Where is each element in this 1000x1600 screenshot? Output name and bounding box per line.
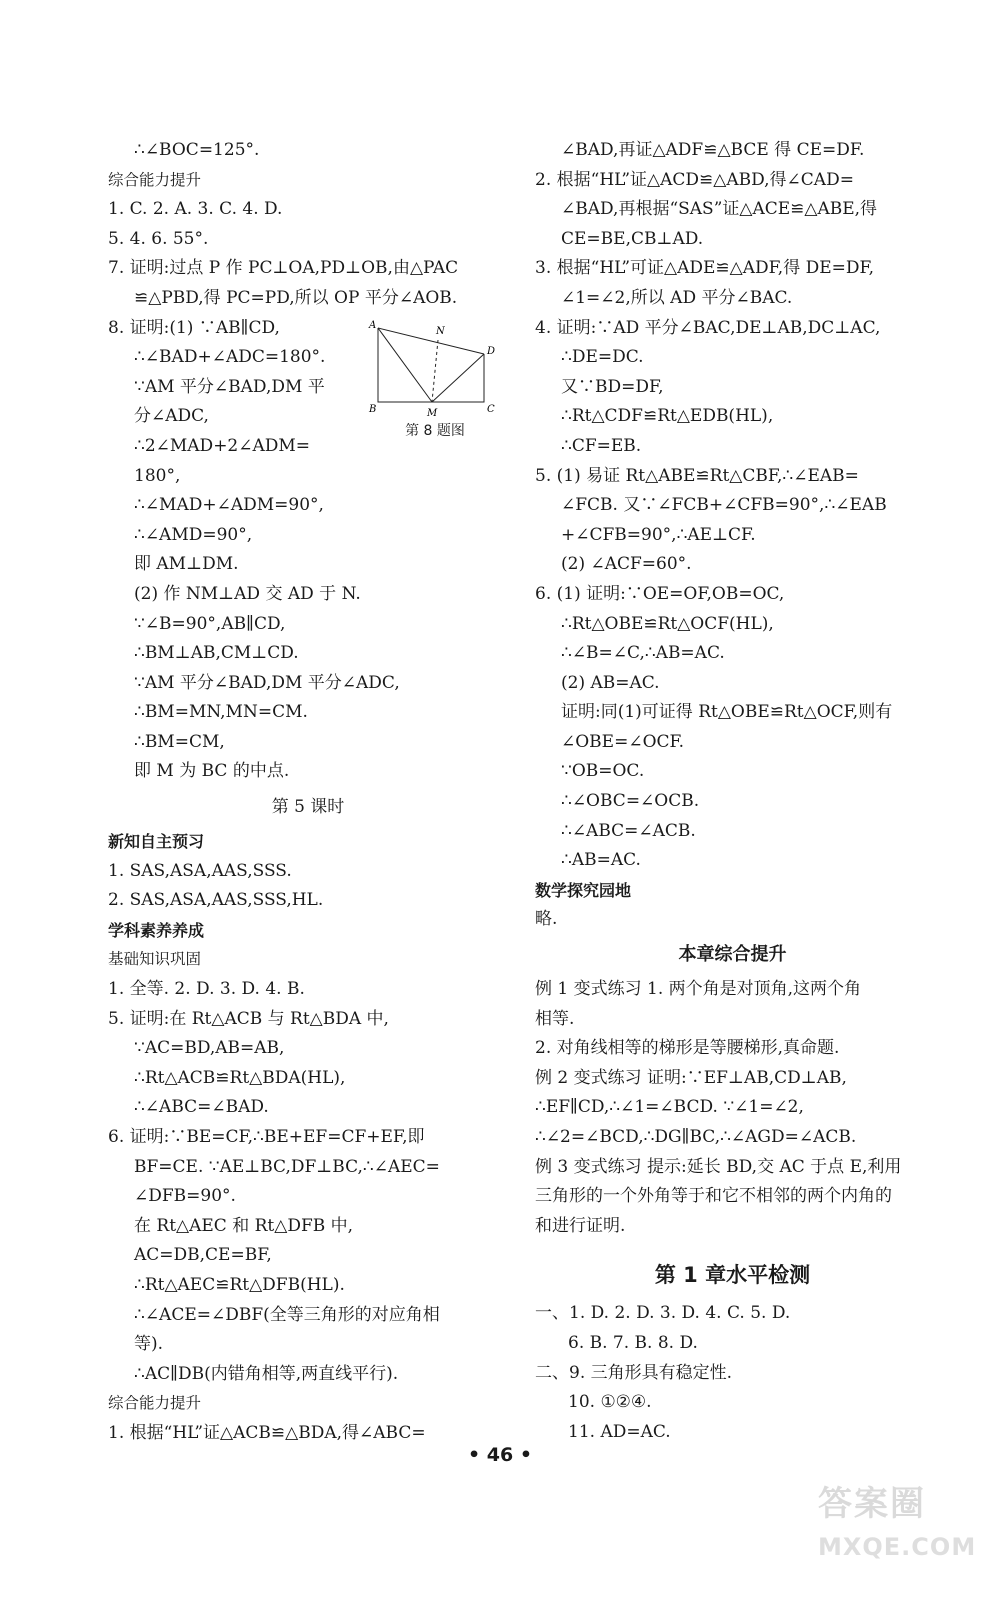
text-line: ∴∠2=∠BCD,∴DG∥BC,∴∠AGD=∠ACB. <box>535 1127 857 1147</box>
right-column <box>535 136 930 1447</box>
figure-label-n: N <box>436 326 445 337</box>
text-line: AC=DB,CE=BF, <box>134 1245 272 1266</box>
figure-label-b: B <box>369 404 377 415</box>
text-line: ∵AM 平分∠BAD,DM 平分∠ADC, <box>134 672 400 693</box>
text-line: ∠OBE=∠OCF. <box>561 731 685 752</box>
text-line: ∠BAD,再证△ADF≌△BCE 得 CE=DF. <box>561 140 865 160</box>
text-line: 5. 4. 6. 55°. <box>108 228 209 249</box>
text-line: ∴∠B=∠C,∴AB=AC. <box>561 643 725 664</box>
text-line: +∠CFB=90°,∴AE⊥CF. <box>561 524 756 545</box>
text-line: 1. SAS,ASA,AAS,SSS. <box>108 860 292 881</box>
text-line: 7. 证明:过点 P 作 PC⊥OA,PD⊥OB,由△PAC <box>108 258 459 279</box>
figure-segment-dm <box>432 354 484 402</box>
text-line: ∴EF∥CD,∴∠1=∠BCD. ∵∠1=∠2, <box>535 1097 804 1118</box>
text-line: 证明:同(1)可证得 Rt△OBE≌Rt△OCF,则有 <box>561 702 893 723</box>
text-line: ∵AC=BD,AB=AB, <box>134 1038 285 1059</box>
text-line: ∴∠ABC=∠ACB. <box>561 820 696 841</box>
section-heading: 学科素养养成 <box>108 920 205 940</box>
text-line: 二、9. 三角形具有稳定性. <box>535 1362 733 1383</box>
watermark-logo <box>818 1476 994 1594</box>
text-line: ∠FCB. 又∵∠FCB+∠CFB=90°,∴∠EAB <box>561 495 887 516</box>
text-line: 等). <box>134 1334 164 1355</box>
figure-label-m: M <box>427 408 438 418</box>
text-line: ∴Rt△CDF≌Rt△EDB(HL), <box>561 406 774 427</box>
text-line: ∴AC∥DB(内错角相等,两直线平行). <box>134 1363 399 1384</box>
text-line: ∴∠ABC=∠BAD. <box>134 1097 269 1118</box>
text-line: 例 2 变式练习 证明:∵EF⊥AB,CD⊥AB, <box>535 1067 847 1088</box>
text-line: 1. 根据“HL”证△ACB≌△BDA,得∠ABC= <box>108 1422 426 1443</box>
text-line: 6. B. 7. B. 8. D. <box>568 1332 698 1353</box>
text-line: 例 3 变式练习 提示:延长 BD,交 AC 于点 E,利用 <box>535 1156 902 1177</box>
text-line: ∴BM=CM, <box>134 731 225 752</box>
text-line: ∴∠AMD=90°, <box>134 524 253 545</box>
text-line: 分∠ADC, <box>134 406 209 427</box>
text-line: 2. SAS,ASA,AAS,SSS,HL. <box>108 890 324 911</box>
section-heading: 数学探究园地 <box>535 880 632 900</box>
lesson-heading: 第 5 课时 <box>271 797 345 818</box>
text-line: (2) AB=AC. <box>561 672 660 693</box>
text-line: 6. 证明:∵BE=CF,∴BE+EF=CF+EF,即 <box>108 1127 425 1147</box>
figure-caption: 第 8 题图 <box>405 423 465 439</box>
page-number: • 46 • <box>468 1444 532 1466</box>
text-line: 例 1 变式练习 1. 两个角是对顶角,这两个角 <box>535 979 862 1000</box>
text-line: 又∵BD=DF, <box>561 376 664 397</box>
text-line: ∴DE=DC. <box>561 347 644 368</box>
figure-outline <box>378 328 484 402</box>
text-line: ∵OB=OC. <box>561 761 645 782</box>
text-line: ∴Rt△AEC≌Rt△DFB(HL). <box>134 1274 345 1295</box>
text-line: CE=BE,CB⊥AD. <box>561 228 704 249</box>
chapter-test-heading: 第 1 章水平检测 <box>654 1263 811 1288</box>
text-line: ∵AM 平分∠BAD,DM 平 <box>134 376 325 397</box>
text-line: ∠1=∠2,所以 AD 平分∠BAC. <box>561 287 793 308</box>
text-line: ∴∠MAD+∠ADM=90°, <box>134 495 324 516</box>
text-line: ∴∠BOC=125°. <box>134 140 260 160</box>
text-line: ∴CF=EB. <box>561 435 642 456</box>
text-line: ∴Rt△ACB≌Rt△BDA(HL), <box>134 1067 346 1088</box>
text-line: ∴2∠MAD+2∠ADM= <box>134 435 311 456</box>
text-line: BF=CE. ∵AE⊥BC,DF⊥BC,∴∠AEC= <box>134 1156 440 1177</box>
text-line: ∴∠ACE=∠DBF(全等三角形的对应角相 <box>134 1304 440 1325</box>
text-line: 即 M 为 BC 的中点. <box>134 761 290 782</box>
text-line: 在 Rt△AEC 和 Rt△DFB 中, <box>134 1215 354 1236</box>
text-line: ≌△PBD,得 PC=PD,所以 OP 平分∠AOB. <box>134 287 458 308</box>
subsection-heading: 综合能力提升 <box>108 1394 202 1413</box>
text-line: 5. (1) 易证 Rt△ABE≌Rt△CBF,∴∠EAB= <box>535 465 859 486</box>
text-line: 180°, <box>134 465 181 486</box>
subsection-heading: 综合能力提升 <box>108 170 202 189</box>
text-line: 即 AM⊥DM. <box>134 554 239 575</box>
text-line: 3. 根据“HL”可证△ADE≌△ADF,得 DE=DF, <box>535 258 875 279</box>
text-line: (2) 作 NM⊥AD 交 AD 于 N. <box>134 583 361 604</box>
text-line: ∴BM=MN,MN=CM. <box>134 702 308 723</box>
figure-label-c: C <box>487 404 495 415</box>
text-line: 2. 对角线相等的梯形是等腰梯形,真命题. <box>535 1038 840 1059</box>
text-line: 11. AD=AC. <box>568 1421 671 1442</box>
text-line: ∴AB=AC. <box>561 850 641 871</box>
text-line: ∠BAD,再根据“SAS”证△ACE≌△ABE,得 <box>561 199 878 220</box>
text-line: 1. 全等. 2. D. 3. D. 4. B. <box>108 979 305 1000</box>
watermark-url: MXQE.COM <box>818 1533 977 1561</box>
text-line: ∴BM⊥AB,CM⊥CD. <box>134 643 299 664</box>
text-line: 10. ①②④. <box>568 1392 652 1413</box>
text-line: ∵∠B=90°,AB∥CD, <box>134 613 286 634</box>
text-line: 8. 证明:(1) ∵AB∥CD, <box>108 317 280 338</box>
text-line: 一、1. D. 2. D. 3. D. 4. C. 5. D. <box>535 1303 791 1324</box>
chapter-review-heading: 本章综合提升 <box>678 944 787 966</box>
text-line: 略. <box>535 909 558 930</box>
text-line: 1. C. 2. A. 3. C. 4. D. <box>108 199 283 220</box>
figure-label-d: D <box>487 346 496 357</box>
text-line: 2. 根据“HL”证△ACD≌△ABD,得∠CAD= <box>535 169 854 190</box>
subsection-heading: 基础知识巩固 <box>108 950 202 969</box>
watermark-text: 答案圈 <box>818 1484 926 1524</box>
text-line: 三角形的一个外角等于和它不相邻的两个内角的 <box>535 1186 892 1207</box>
text-line: 和进行证明. <box>535 1215 626 1236</box>
text-line: 5. 证明:在 Rt△ACB 与 Rt△BDA 中, <box>108 1008 389 1029</box>
text-line: 4. 证明:∵AD 平分∠BAC,DE⊥AB,DC⊥AC, <box>535 317 881 338</box>
text-line: ∠DFB=90°. <box>134 1186 236 1207</box>
figure-label-a: A <box>369 320 377 331</box>
text-line: 6. (1) 证明:∵OE=OF,OB=OC, <box>535 583 785 604</box>
figure-segment-nm <box>432 340 438 402</box>
text-line: ∴∠BAD+∠ADC=180°. <box>134 347 326 368</box>
text-line: (2) ∠ACF=60°. <box>561 554 692 575</box>
text-line: ∴Rt△OBE≌Rt△OCF(HL), <box>561 613 774 634</box>
text-line: ∴∠OBC=∠OCB. <box>561 791 700 812</box>
text-line: 相等. <box>535 1008 575 1029</box>
section-heading: 新知自主预习 <box>108 832 205 852</box>
